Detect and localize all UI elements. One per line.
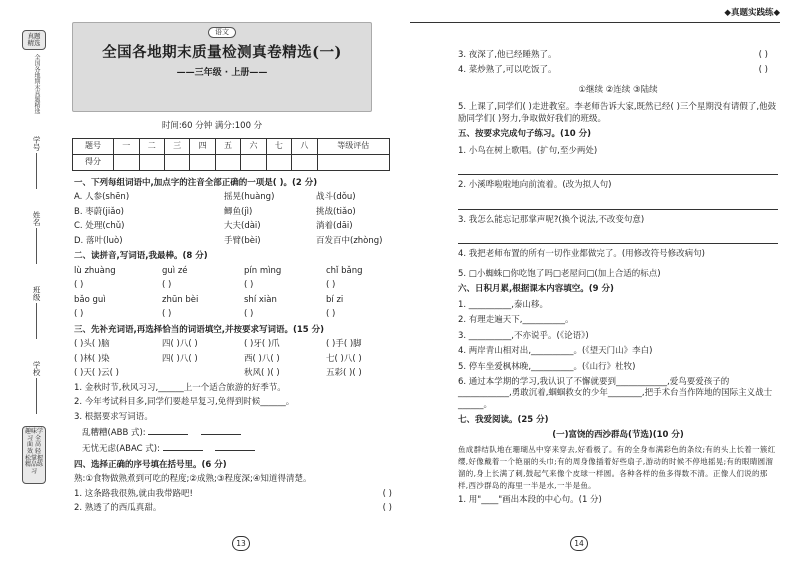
- section-5-title: 五、按要求完成句子练习。(10 分): [458, 129, 592, 140]
- passage-title: (一)富饶的西沙群岛(节选)(10 分): [552, 429, 684, 440]
- pinyin: guì zé: [162, 265, 188, 276]
- answer-paren[interactable]: ( ): [758, 50, 768, 60]
- sec5-question-3: 3. 我怎么能忘记那掌声呢?(换个说法,不改变句意): [458, 214, 645, 225]
- score-cell[interactable]: [164, 155, 189, 171]
- answer-paren[interactable]: ( ): [382, 503, 392, 514]
- heart-icon: 13: [232, 536, 250, 551]
- right-page: [410, 8, 780, 558]
- idiom-blank[interactable]: 四( )八( ): [162, 353, 198, 364]
- answer-box[interactable]: ( ): [244, 280, 254, 291]
- pinyin: bí zi: [326, 294, 344, 305]
- sec3-question-3: 3. 根据要求写词语。: [74, 411, 153, 422]
- option-b-1: B. 枣蔚(jiǎo): [74, 206, 124, 217]
- section-3-title: 三、先补充词语,再选择恰当的词语填空,并按要求写词语。(15 分): [74, 324, 325, 335]
- side-vertical-text: 全国各地期末真题精选: [33, 54, 41, 115]
- score-table-row: [73, 155, 390, 171]
- right-questions: [458, 50, 778, 507]
- score-header-cell: 七: [266, 139, 291, 155]
- option-c-2: 大夫(dài): [224, 221, 261, 232]
- sec4-question-3: [458, 50, 778, 61]
- score-cell[interactable]: [190, 155, 215, 171]
- option-a-3: 战斗(dǒu): [316, 192, 356, 203]
- score-header-cell: 六: [241, 139, 266, 155]
- score-header-cell: 等级评估: [317, 139, 389, 155]
- idiom-blank[interactable]: ( )林( )染: [74, 353, 110, 364]
- answer-line[interactable]: [458, 192, 778, 210]
- section-4-title: 四、选择正确的序号填在括号里。(6 分): [74, 459, 227, 470]
- score-cell[interactable]: [241, 155, 266, 171]
- score-cell[interactable]: [114, 155, 139, 171]
- reading-passage: 鱼成群结队地在珊瑚丛中穿来穿去,好看极了。有的全身布满彩色的条纹;有的头上长着一簇红缨,好像戴着一个艳丽的头巾;有的周身像插着好些扇子,游动的时候不停地摇晃;有的眼睛圆溜溜的,身上长满了刺,鼓起气来像个皮球一样圆。各种各样的鱼多得数不清。正像人们说的那样,西沙群岛的海里一半是水,一半是鱼。: [458, 445, 776, 491]
- sec7-question-1: 1. 用"____"画出本段的中心句。(1 分): [458, 495, 602, 506]
- score-header-cell: 二: [139, 139, 164, 155]
- sec1-row-b: [74, 207, 402, 218]
- field-class: 班级: [32, 286, 42, 302]
- score-header-cell: 四: [190, 139, 215, 155]
- idiom-row-2: [74, 354, 402, 365]
- answer-paren[interactable]: ( ): [758, 65, 768, 76]
- section-2-title: 二、读拼音,写词语,我最棒。(8 分): [74, 251, 208, 262]
- side-badge-bottom: 趣味学习 全面 高效 轻松掌握 精品练习: [22, 426, 46, 484]
- abac-blank-1[interactable]: [163, 442, 203, 451]
- answer-box[interactable]: ( ): [244, 309, 254, 320]
- page-number-left: [230, 536, 252, 554]
- idiom-blank[interactable]: 四( )八( ): [162, 339, 198, 350]
- exam-title: 全国各地期末质量检测真卷精选(一): [102, 44, 342, 62]
- field-student-id: 学号: [32, 136, 42, 152]
- section-6-title: 六、日积月累,根据课本内容填空。(9 分): [458, 284, 614, 295]
- abac-blank-2[interactable]: [215, 442, 255, 451]
- pinyin: shí xiàn: [244, 294, 277, 305]
- option-a-2: 摇晃(huàng): [224, 192, 275, 203]
- answer-line[interactable]: [458, 226, 778, 244]
- sec1-row-a: [74, 192, 402, 203]
- option-d-2: 手臂(bèi): [224, 235, 261, 246]
- answer-box[interactable]: ( ): [326, 309, 336, 320]
- idiom-blank[interactable]: 五彩( )( ): [326, 368, 362, 379]
- sec3-question-1: 1. 金秋时节,秋风习习,______上一个适合旅游的好季节。: [74, 382, 286, 393]
- abb-blank-1[interactable]: [148, 426, 188, 435]
- sec6-question-3: 3. __________,不亦说乎。(《论语》): [458, 330, 589, 341]
- abb-blank-2[interactable]: [201, 426, 241, 435]
- exam-grade: ——三年级 · 上册——: [176, 68, 268, 79]
- q3-text: 3. 夜深了,他已经睡熟了。: [458, 50, 557, 60]
- sec4-question-5: 5. 上课了,同学们( )走进教室。李老师告诉大家,既然已经( )三个星期没有请假了,他鼓励同学们( )努力,争取做好我们的班级。: [458, 102, 777, 124]
- pinyin-row-2: [74, 295, 402, 306]
- score-cell[interactable]: [317, 155, 389, 171]
- option-b-3: 挑战(tiǎo): [316, 206, 356, 217]
- score-cell[interactable]: [215, 155, 240, 171]
- page-number-right: [568, 536, 590, 554]
- pinyin: pín mìng: [244, 265, 282, 276]
- section-1-title: 一、下列每组词语中,加点字的注音全部正确的一项是( )。(2 分): [74, 178, 318, 188]
- abac-label: 无忧无虑(ABAC 式):: [82, 444, 160, 455]
- answer-row-1: [74, 280, 402, 291]
- score-header-cell: 八: [292, 139, 317, 155]
- answer-box[interactable]: ( ): [162, 280, 172, 291]
- score-header-cell: 题号: [73, 139, 114, 155]
- score-header-cell: 五: [215, 139, 240, 155]
- side-badge-top: 真题精选: [22, 30, 46, 50]
- answer-box[interactable]: ( ): [74, 309, 84, 320]
- choice-options: ①继续 ②连续 ③陆续: [578, 84, 658, 95]
- sec4-question-4: [458, 65, 778, 76]
- sec4-q1-text: 1. 这条路我很熟,就由我带路吧!: [74, 488, 193, 499]
- idiom-blank[interactable]: 七( )八( ): [326, 353, 362, 364]
- pinyin: bǎo guì: [74, 294, 106, 305]
- abb-label: 乱糟糟(ABB 式):: [82, 427, 146, 438]
- heart-icon: 14: [570, 536, 588, 551]
- answer-row-2: [74, 309, 402, 320]
- sec3-question-2: 2. 今年考试科目多,同学们要趁早复习,免得到时候______。: [74, 397, 295, 408]
- idiom-row-3: [74, 368, 402, 379]
- exam-header: [72, 22, 372, 112]
- sec4-options: 熟:①食物做熟煮到可吃的程度;②成熟;③程度深;④知道得清楚。: [74, 474, 312, 485]
- field-school: 学校: [32, 361, 42, 377]
- abb-prompt: [74, 426, 402, 439]
- score-cell[interactable]: [139, 155, 164, 171]
- exam-meta: 时间:60 分钟 满分:100 分: [161, 121, 263, 131]
- practice-tag: [724, 8, 780, 19]
- sec1-row-c: [74, 221, 402, 232]
- idiom-blank[interactable]: 西( )八( ): [244, 353, 280, 364]
- score-header-cell: 三: [164, 139, 189, 155]
- answer-box[interactable]: ( ): [326, 280, 336, 291]
- option-b-2: 鲫鱼(jì): [224, 206, 253, 217]
- option-c-3: 淌着(dāi): [316, 221, 353, 232]
- sec4-question-1: [74, 489, 402, 500]
- pinyin: lù zhuàng: [74, 265, 116, 276]
- sec6-question-2: 2. 有理走遍天下,__________。: [458, 315, 574, 326]
- score-header-cell: 一: [114, 139, 139, 155]
- score-table-header: [73, 139, 390, 155]
- field-name: 姓名: [32, 211, 42, 227]
- sec5-question-5: 5. □小蜘蛛□你吃饱了吗□老屋问□(加上合适的标点): [458, 268, 661, 279]
- answer-line[interactable]: [458, 157, 778, 175]
- sec6-question-1: 1. __________,泰山移。: [458, 299, 549, 310]
- subject-badge: 语文: [208, 27, 236, 38]
- left-questions: [74, 178, 402, 515]
- sec6-question-4: 4. 两岸青山相对出,__________。(《望天门山》李白): [458, 346, 653, 357]
- left-page: [22, 8, 402, 558]
- sec5-question-2: 2. 小溪哗啦啦地向前流着。(改为拟人句): [458, 180, 612, 191]
- sec6-question-5: 5. 停车坐爱枫林晚,__________。(《山行》杜牧): [458, 361, 636, 372]
- sec6-question-6: 6. 通过本学期的学习,我认识了不懈就要到____________,爱鸟要爱孩子的____________,勇敢沉着,蝈蝈救女的少年________,把手术台当作阵地的国际主义战士______。: [458, 376, 773, 410]
- answer-paren[interactable]: ( ): [382, 488, 392, 499]
- score-row-label: 得分: [73, 155, 114, 171]
- option-d-1: D. 落叶(luò): [74, 235, 123, 246]
- idiom-blank[interactable]: 秋风( )( ): [244, 368, 280, 379]
- answer-box[interactable]: ( ): [74, 280, 84, 291]
- answer-box[interactable]: ( ): [162, 309, 172, 320]
- side-strip: [22, 30, 50, 566]
- option-a-1: A. 人参(shēn): [74, 192, 130, 203]
- sec4-question-2: [74, 503, 402, 514]
- sec5-question-4: 4. 我把老师布置的所有一切作业都做完了。(用修改符号修改病句): [458, 249, 705, 260]
- idiom-blank[interactable]: ( )头( )脑: [74, 339, 110, 350]
- practice-tag-label: ◆真题实践练◆: [724, 8, 780, 18]
- idiom-blank[interactable]: ( )天( )云( ): [74, 368, 120, 379]
- pinyin: chǐ bǎng: [326, 265, 363, 276]
- idiom-blank[interactable]: ( )牙( )爪: [244, 339, 280, 350]
- idiom-blank[interactable]: ( )手( )脚: [326, 339, 362, 350]
- pinyin-row-1: [74, 266, 402, 277]
- option-d-3: 百发百中(zhòng): [316, 235, 383, 246]
- option-c-1: C. 处理(chǔ): [74, 221, 125, 232]
- q4-text: 4. 菜炒熟了,可以吃饭了。: [458, 65, 557, 76]
- pinyin: zhūn bèi: [162, 294, 199, 305]
- score-table: [72, 138, 390, 171]
- sec5-question-1: 1. 小鸟在树上歌唱。(扩句,至少两处): [458, 145, 598, 156]
- section-7-title: 七、我爱阅读。(25 分): [458, 415, 549, 426]
- score-cell[interactable]: [266, 155, 291, 171]
- abac-prompt: [74, 442, 402, 455]
- score-cell[interactable]: [292, 155, 317, 171]
- idiom-row-1: [74, 339, 402, 350]
- sec4-q2-text: 2. 熟透了的西瓜真甜。: [74, 503, 162, 514]
- sec1-row-d: [74, 236, 402, 247]
